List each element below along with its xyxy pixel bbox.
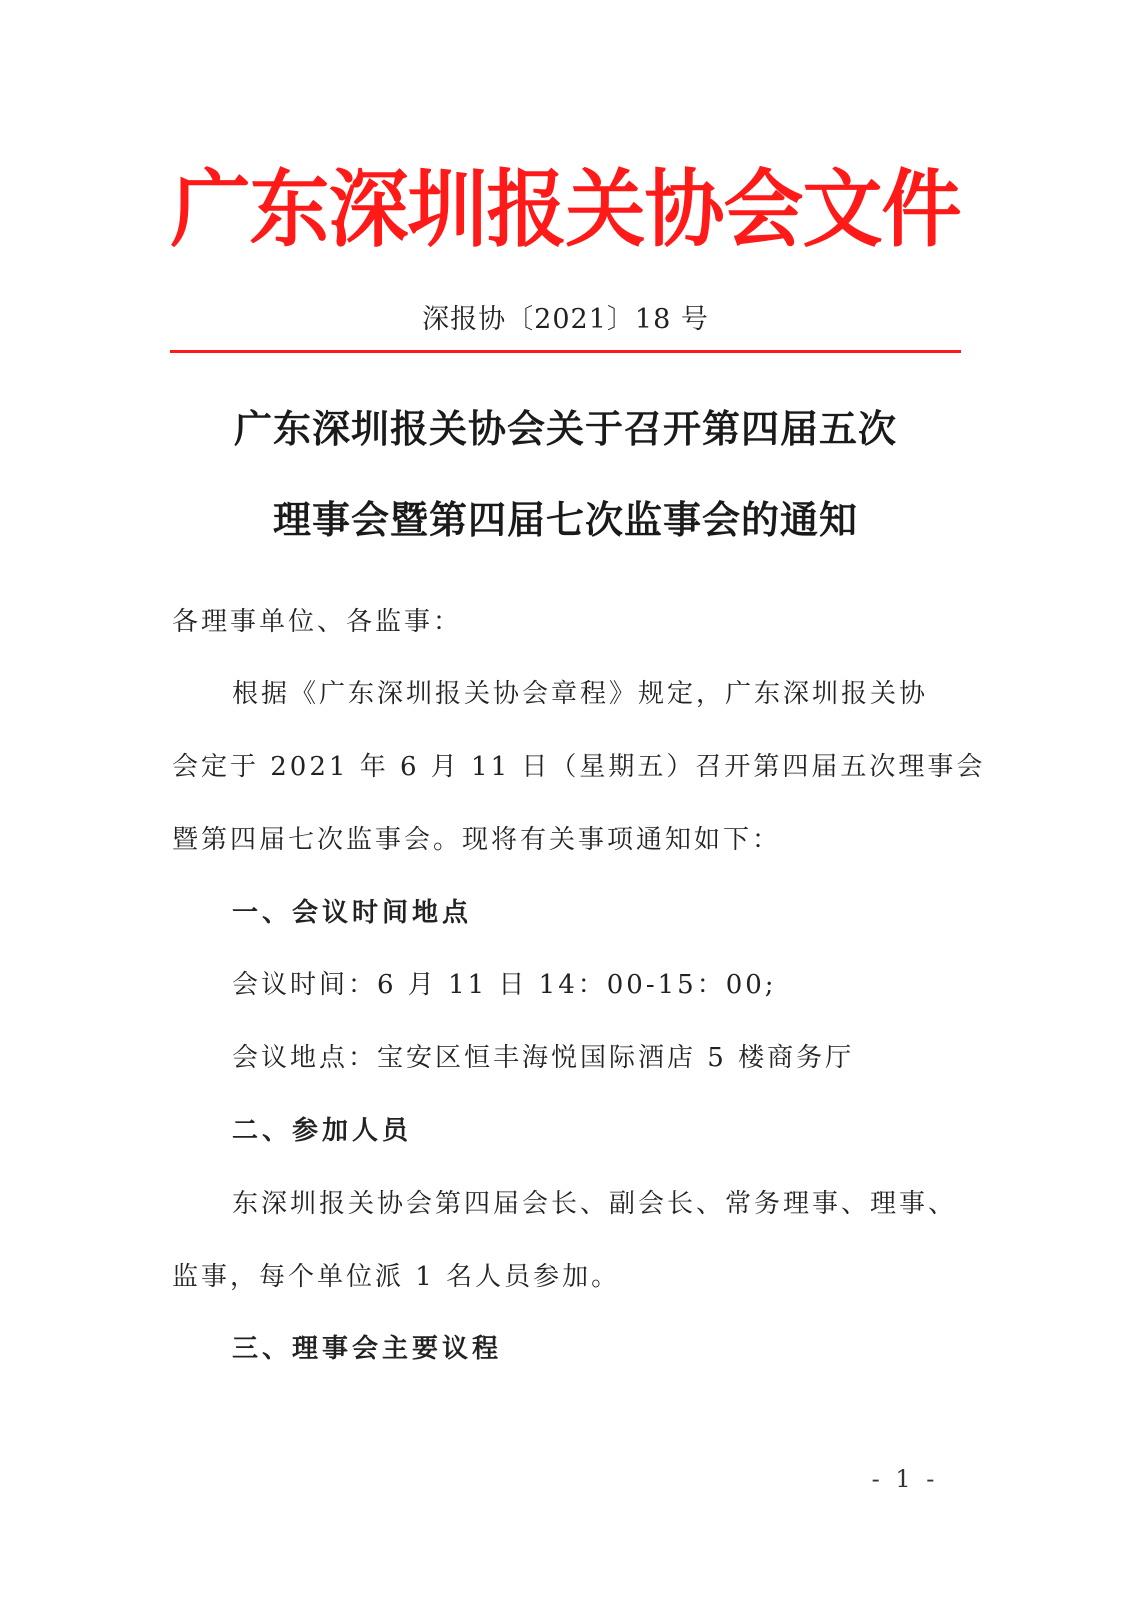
notice-title-line-2: 理事会暨第四届七次监事会的通知: [272, 497, 858, 542]
page-number: - 1 -: [871, 1465, 939, 1493]
document-number: 深报协〔2021〕18 号: [422, 304, 709, 335]
red-divider-line: [170, 350, 961, 353]
paragraph-1-line-3: 暨第四届七次监事会。现将有关事项通知如下：: [172, 825, 782, 855]
salutation: 各理事单位、各监事：: [172, 607, 463, 637]
paragraph-1-line-2: 会定于 2021 年 6 月 11 日（星期五）召开第四届五次理事会: [172, 752, 986, 782]
meeting-time: 会议时间：6 月 11 日 14：00-15：00;: [232, 970, 777, 1000]
attendees-line-2: 监事，每个单位派 1 名人员参加。: [172, 1262, 621, 1292]
section-3-heading: 三、理事会主要议程: [232, 1334, 503, 1364]
section-1-heading: 一、会议时间地点: [232, 898, 473, 928]
meeting-place: 会议地点：宝安区恒丰海悦国际酒店 5 楼商务厅: [232, 1043, 855, 1073]
section-2-heading: 二、参加人员: [232, 1116, 413, 1146]
paragraph-1-line-1: 根据《广东深圳报关协会章程》规定，广东深圳报关协: [232, 679, 929, 709]
notice-title-line-1: 广东深圳报关协会关于召开第四届五次: [233, 406, 897, 451]
document-masthead: 广东深圳报关协会文件: [170, 160, 961, 259]
attendees-line-1: 东深圳报关协会第四届会长、副会长、常务理事、理事、: [232, 1189, 958, 1219]
